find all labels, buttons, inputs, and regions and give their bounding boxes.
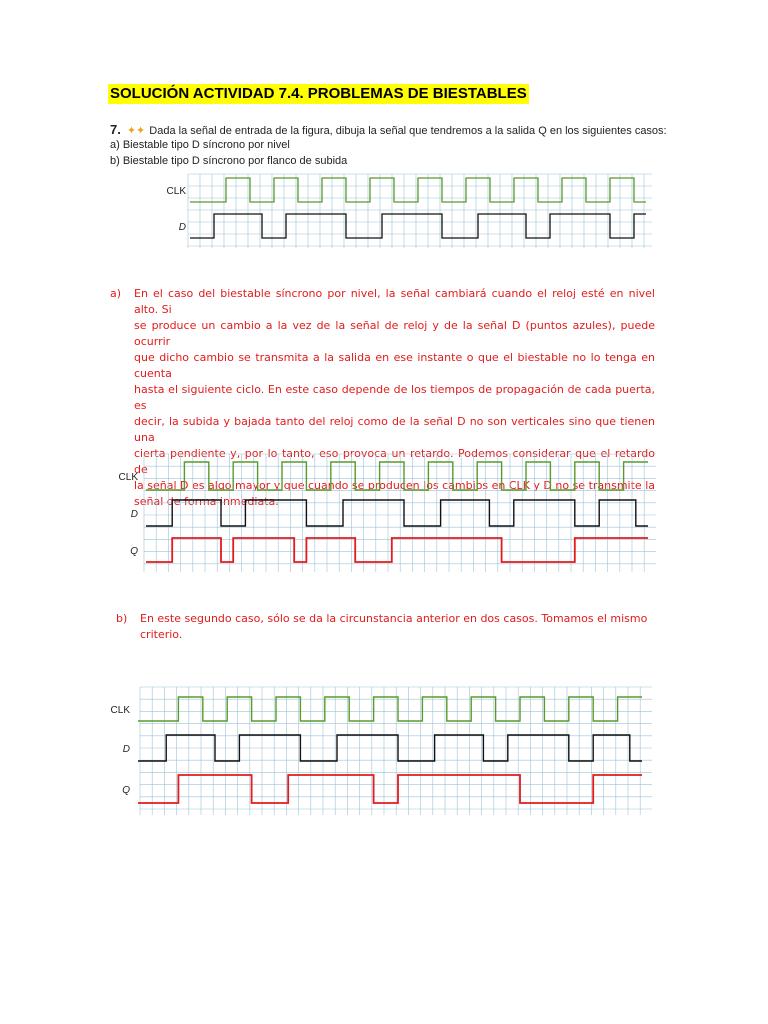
level-triggered-timing-diagram: [110, 452, 660, 577]
problem-case-a: a) Biestable tipo D síncrono por nivel: [110, 139, 290, 151]
answer-b-line: criterio.: [140, 628, 183, 641]
d-waveform: [190, 214, 646, 238]
clk-label: CLK: [110, 705, 130, 716]
answer-a-line: hasta el siguiente ciclo. En este caso depende de los tiempos de propagación de cada puerta, es: [134, 383, 655, 412]
answer-a: [110, 286, 655, 508]
q-label: Q: [130, 546, 138, 557]
problem-case-b: b) Biestable tipo D síncrono por flanco de subida: [110, 155, 348, 167]
answer-a-line: En el caso del biestable síncrono por nivel, la señal cambiará cuando el reloj esté en nivel alto. Si: [134, 287, 655, 316]
answer-a-marker: a): [110, 287, 122, 300]
problem-statement-line: [110, 122, 667, 137]
answer-b-marker: b): [116, 612, 128, 625]
answer-a-line: que dicho cambio se transmita a la salida en ese instante o que el biestable no lo tenga en cuenta: [134, 351, 655, 380]
q-waveform: [146, 538, 648, 562]
answer-a-line: decir, la subida y bajada tanto del reloj como de la señal D no son verticales sino que tienen una: [134, 415, 655, 444]
answer-a-line: cierta pendiente y, por lo tanto, eso provoca un retardo. Podemos considerar que el retardo de: [134, 447, 655, 476]
page-title: SOLUCIÓN ACTIVIDAD 7.4. PROBLEMAS DE BIESTABLES: [110, 85, 527, 102]
q-label: Q: [122, 785, 130, 796]
grid: [140, 687, 652, 815]
answer-b-line: En este segundo caso, sólo se da la circunstancia anterior en dos casos. Tomamos el mismo: [140, 612, 648, 625]
clk-waveform: [190, 178, 646, 202]
q-waveform: [138, 775, 642, 803]
edge-triggered-timing-diagram: [110, 685, 660, 820]
answer-a-line: se produce un cambio a la vez de la señal de reloj y de la señal D (puntos azules), puede ocurrir: [134, 319, 655, 348]
answer-a-line: señal de forma inmediata.: [134, 495, 279, 508]
clk-label: CLK: [118, 472, 138, 483]
answer-b: [116, 611, 656, 647]
grid: [188, 174, 652, 248]
problem-figure: [110, 122, 667, 252]
problem-statement: Dada la señal de entrada de la figura, dibuja la señal que tendremos a la salida Q en los siguientes casos:: [149, 125, 667, 137]
answer-a-line: la señal D es algo mayor y que cuando se producen los cambios en CLK y D no se transmite la: [134, 479, 655, 492]
input-timing-diagram: [160, 172, 656, 252]
d-label: D: [130, 509, 138, 520]
clk-label: CLK: [166, 186, 186, 197]
d-waveform: [146, 500, 648, 526]
difficulty-stars-icon: ✦✦: [126, 125, 146, 137]
problem-number: 7.: [110, 122, 121, 137]
d-label: D: [122, 744, 130, 755]
d-label: D: [178, 222, 186, 233]
clk-waveform: [138, 697, 642, 721]
